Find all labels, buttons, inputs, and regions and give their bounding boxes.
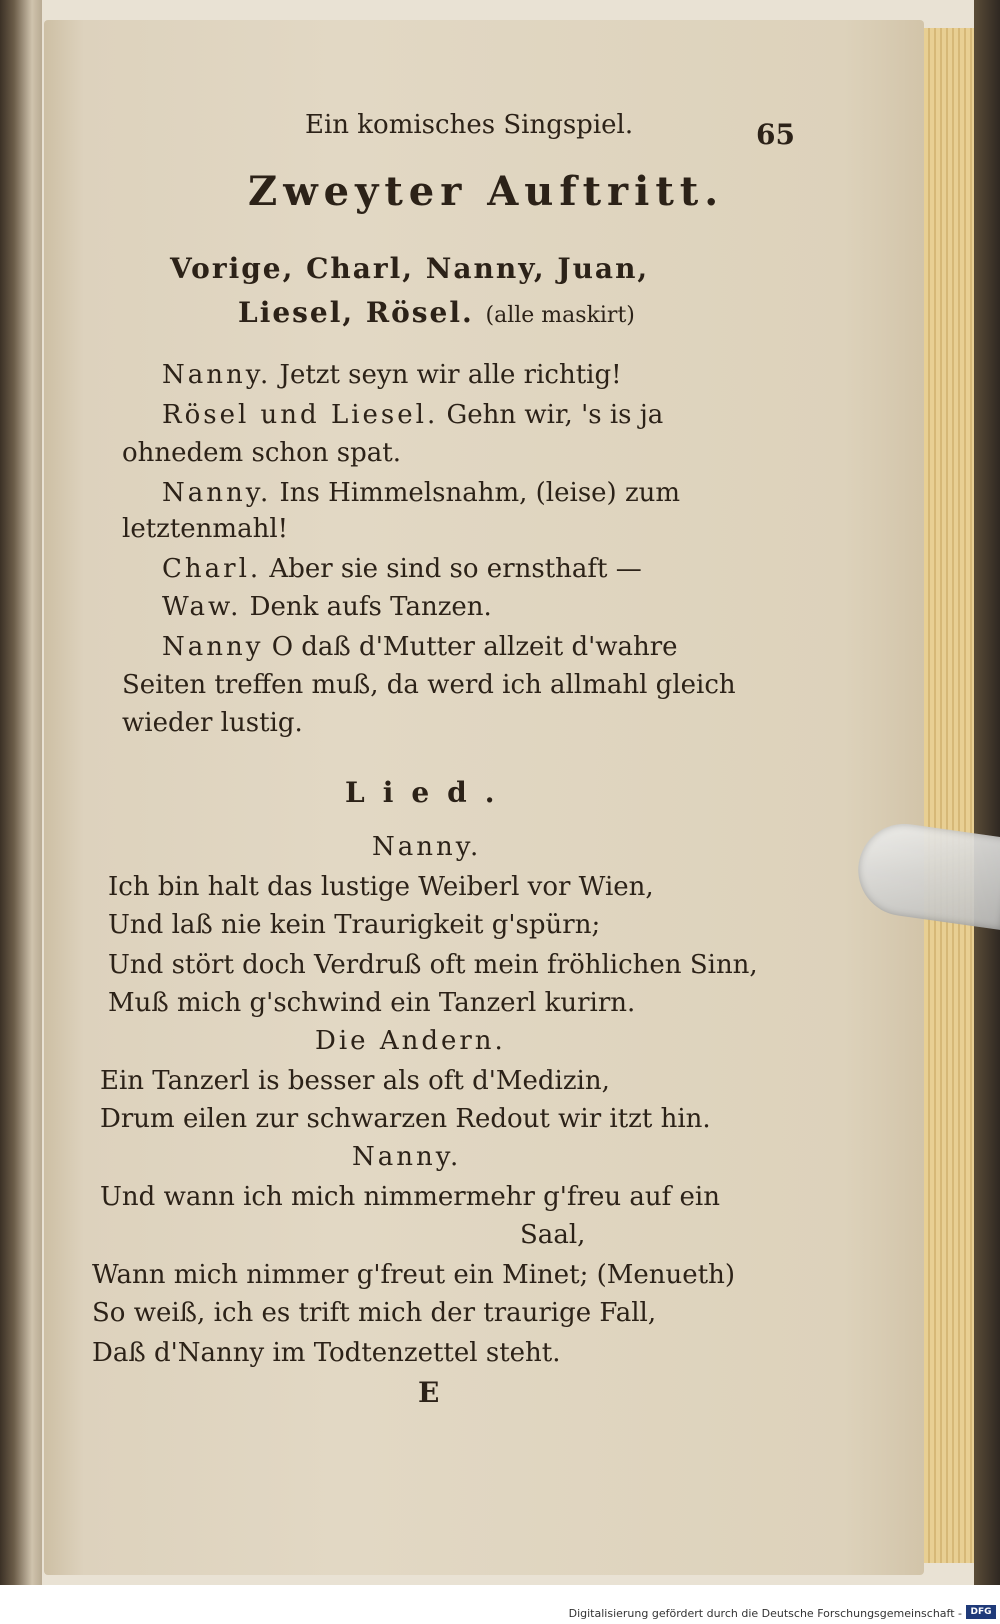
footer-credit: Digitalisierung gefördert durch die Deutsche Forschungsgemeinschaft - [568, 1607, 962, 1620]
dialogue-line [162, 630, 678, 664]
song-verse: So weiß, ich es trift mich der traurige Fall, [92, 1298, 657, 1328]
dialogue-text: Gehn wir, 's is ja [446, 400, 664, 430]
dialogue-line [162, 552, 642, 586]
dialogue-line [162, 590, 492, 624]
song-turnover: Saal, [520, 1220, 586, 1250]
speaker-name: Waw. [162, 592, 242, 622]
dialogue-line [162, 476, 680, 510]
dialogue-text: Jetzt seyn wir alle richtig! [279, 360, 622, 390]
song-speaker: Nanny. [372, 832, 482, 862]
running-head: Ein komisches Singspiel. [305, 110, 634, 140]
dialogue-text: Denk aufs Tanzen. [249, 592, 492, 622]
song-verse: Und laß nie kein Traurigkeit g'spürn; [108, 910, 601, 940]
dialogue-text: ohnedem schon spat. [122, 438, 401, 468]
song-verse: Daß d'Nanny im Todtenzettel steht. [92, 1338, 561, 1368]
scene-title: Zweyter Auftritt. [248, 168, 725, 215]
speaker-name: Nanny [162, 632, 264, 662]
speaker-name: Nanny. [162, 478, 272, 508]
dialogue-text: Ins Himmelsnahm, (leise) zum [279, 478, 681, 508]
dialogue-text: wieder lustig. [122, 708, 303, 738]
page-number: 65 [756, 118, 795, 151]
song-verse: Und wann ich mich nimmermehr g'freu auf ein [100, 1182, 720, 1212]
dfg-logo: DFG [966, 1605, 996, 1619]
dialogue-line [162, 358, 622, 392]
song-speaker: Nanny. [352, 1142, 462, 1172]
cast-line-1: Vorige, Charl, Nanny, Juan, [170, 252, 650, 285]
dialogue-line [122, 668, 736, 702]
footer [0, 1585, 1000, 1624]
song-verse: Muß mich g'schwind ein Tanzerl kurirn. [108, 988, 636, 1018]
dialogue-line [122, 436, 401, 470]
cast-line-2 [238, 296, 635, 333]
dialogue-text: letztenmahl! [122, 514, 289, 544]
song-verse: Drum eilen zur schwarzen Redout wir itzt hin. [100, 1104, 711, 1134]
dialogue-text: Aber sie sind so ernsthaft — [269, 554, 642, 584]
dialogue-line [122, 512, 288, 546]
speaker-name: Charl. [162, 554, 262, 584]
song-verse: Wann mich nimmer g'freut ein Minet; (Menueth) [92, 1260, 736, 1290]
song-verse: Und stört doch Verdruß oft mein fröhlichen Sinn, [108, 950, 758, 980]
dialogue-line [162, 398, 663, 432]
dialogue-line [122, 706, 303, 740]
speaker-name: Rösel und Liesel. [162, 400, 439, 430]
signature-mark: E [418, 1376, 440, 1409]
song-verse: Ich bin halt das lustige Weiberl vor Wien, [108, 872, 654, 902]
cast-names: Liesel, Rösel. [238, 296, 474, 329]
song-verse: Ein Tanzerl is besser als oft d'Medizin, [100, 1066, 610, 1096]
speaker-name: Nanny. [162, 360, 272, 390]
dialogue-text: O daß d'Mutter allzeit d'wahre [271, 632, 678, 662]
dialogue-text: Seiten treffen muß, da werd ich allmahl gleich [122, 670, 736, 700]
lied-title: Lied. [345, 776, 513, 809]
song-speaker: Die Andern. [315, 1026, 506, 1056]
cast-note: (alle maskirt) [485, 303, 635, 328]
